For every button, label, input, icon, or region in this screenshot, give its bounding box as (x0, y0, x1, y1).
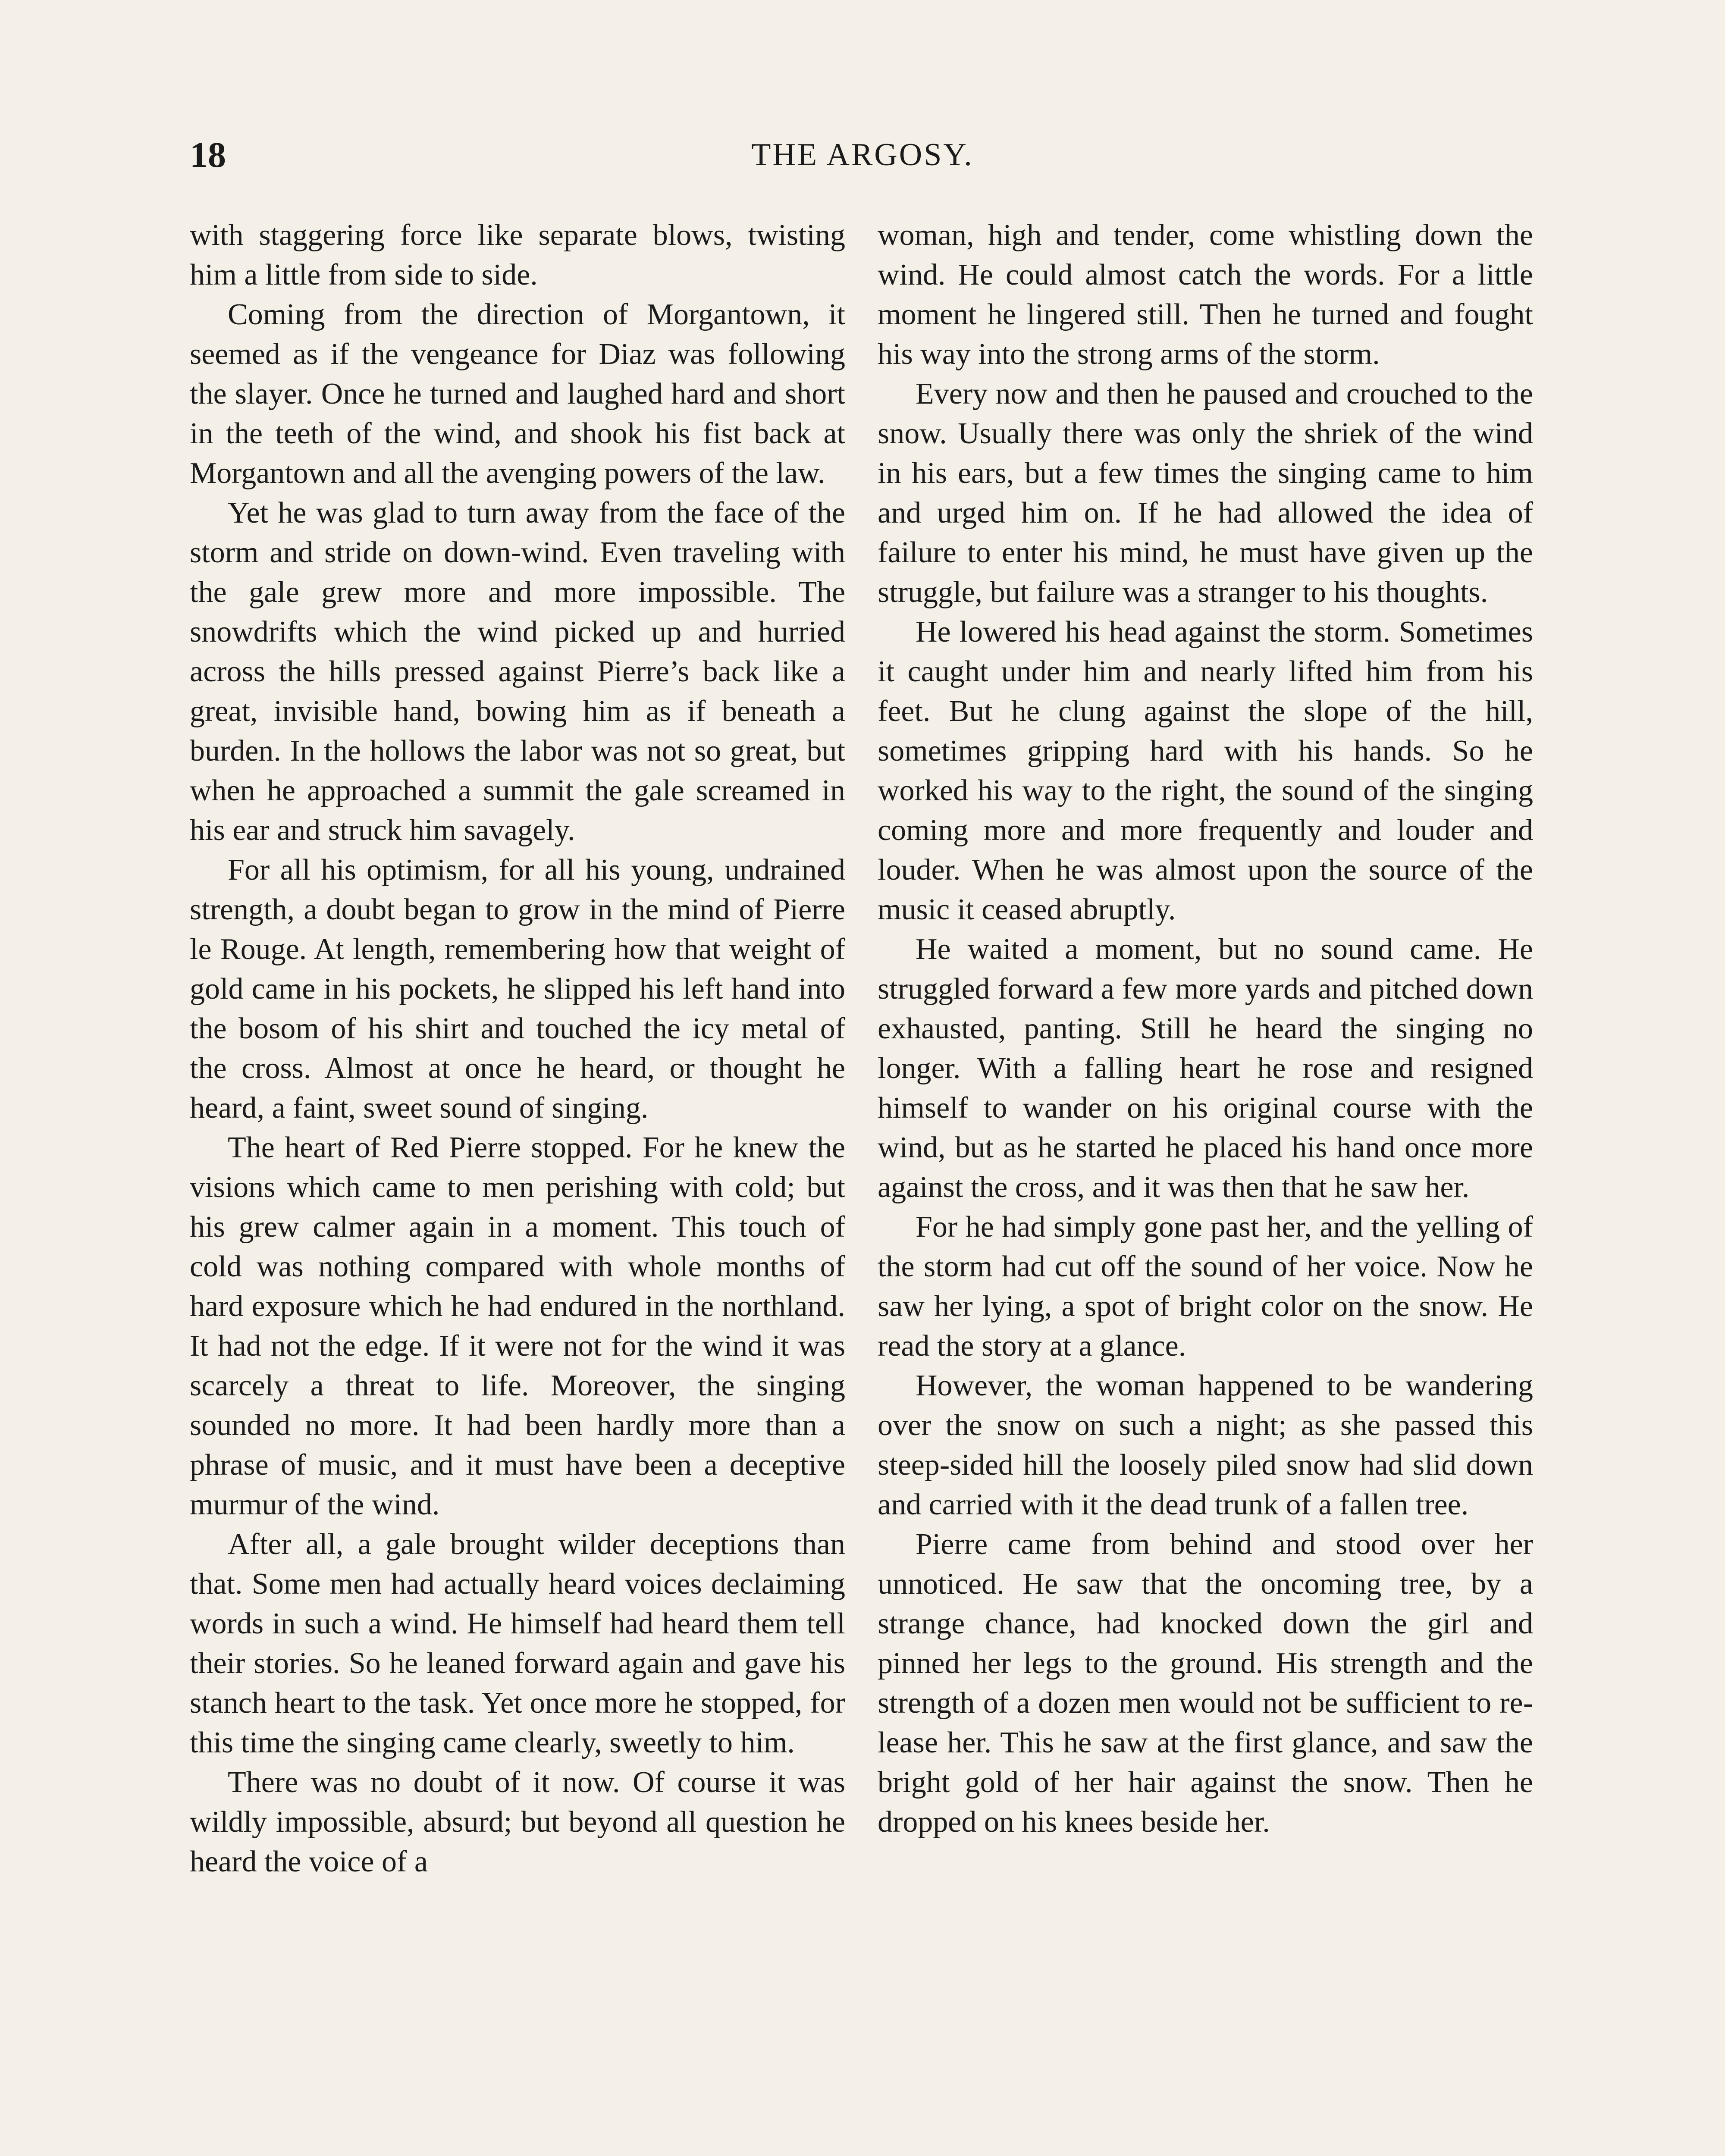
paragraph: The heart of Red Pierre stopped. For he knew the visions which came to men perishing with cold; but his grew calmer again in a moment. This touch of cold was nothing compared with whole months of hard exposure which he had endured in the northland. It had not the edge. If it were not for the wind it was scarcely a threat to life. Moreover, the singing sounded no more. It had been hardly more than a phrase of music, and it must have been a deceptive murmur of the wind. (190, 1131, 845, 1521)
paragraph: Coming from the direction of Morgantown, it seemed as if the vengeance for Diaz was following the slayer. Once he turned and laughed hard and short in the teeth of the wind, and shook his fist back at Morgantown and all the avenging powers of the law. (190, 298, 845, 490)
page-number: 18 (190, 135, 226, 175)
paragraph: Every now and then he paused and crouched to the snow. Usually there was only the shriek of the wind in his ears, but a few times the singing came to him and urged him on. If he had allowed the idea of failure to enter his mind, he must have given up the struggle, but failure was a stranger to his thoughts. (878, 377, 1533, 609)
paragraph: There was no doubt of it now. Of course it was wildly impossible, absurd; but beyond all question he heard the voice of a (190, 1766, 845, 1878)
text-column-left (190, 216, 845, 2156)
running-head: THE ARGOSY. (751, 137, 974, 172)
paragraph: After all, a gale brought wilder deceptions than that. Some men had actually heard voices declaiming words in such a wind. He himself had heard them tell their stories. So he leaned forward again and gave his stanch heart to the task. Yet once more he stopped, for this time the singing came clearly, sweetly to him. (190, 1528, 845, 1759)
paragraph: He waited a moment, but no sound came. He struggled forward a few more yards and pitched down exhausted, panting. Still he heard the singing no longer. With a falling heart he rose and resigned himself to wander on his original course with the wind, but as he started he placed his hand once more against the cross, and it was then that he saw her. (878, 933, 1533, 1204)
paragraph: For he had simply gone past her, and the yelling of the storm had cut off the sound of her voice. Now he saw her lying, a spot of bright color on the snow. He read the story at a glance. (878, 1210, 1533, 1363)
paragraph: Yet he was glad to turn away from the face of the storm and stride on down-wind. Even traveling with the gale grew more and more impossible. The snowdrifts which the wind picked up and hurried across the hills pressed against Pierre’s back like a great, invisible hand, bowing him as if beneath a burden. In the hollows the labor was not so great, but when he approached a summit the gale screamed in his ear and struck him savagely. (190, 496, 845, 847)
paragraph: For all his optimism, for all his young, undrained strength, a doubt began to grow in the mind of Pierre le Rouge. At length, remembering how that weight of gold came in his pockets, he slipped his left hand into the bosom of his shirt and touched the icy metal of the cross. Almost at once he heard, or thought he heard, a faint, sweet sound of singing. (190, 853, 845, 1125)
paragraph: with staggering force like separate blows, twisting him a little from side to side. (190, 219, 845, 291)
paragraph: He lowered his head against the storm. Sometimes it caught under him and nearly lifted him from his feet. But he clung against the slope of the hill, sometimes gripping hard with his hands. So he worked his way to the right, the sound of the singing coming more and more frequently and louder and louder. When he was almost upon the source of the music it ceased abruptly. (878, 615, 1533, 926)
paragraph: woman, high and tender, come whistling down the wind. He could almost catch the words. For a little moment he lingered still. Then he turned and fought his way into the strong arms of the storm. (878, 219, 1533, 371)
paragraph: Pierre came from behind and stood over her unnoticed. He saw that the oncoming tree, by a strange chance, had knocked down the girl and pinned her legs to the ground. His strength and the strength of a dozen men would not be sufficient to release her. This he saw at the first glance, and saw the bright gold of her hair against the snow. Then he dropped on his knees beside her. (878, 1528, 1533, 1839)
paragraph: However, the woman happened to be wandering over the snow on such a night; as she passed this steep-sided hill the loosely piled snow had slid down and carried with it the dead trunk of a fallen tree. (878, 1369, 1533, 1521)
text-column-right (878, 216, 1533, 2156)
